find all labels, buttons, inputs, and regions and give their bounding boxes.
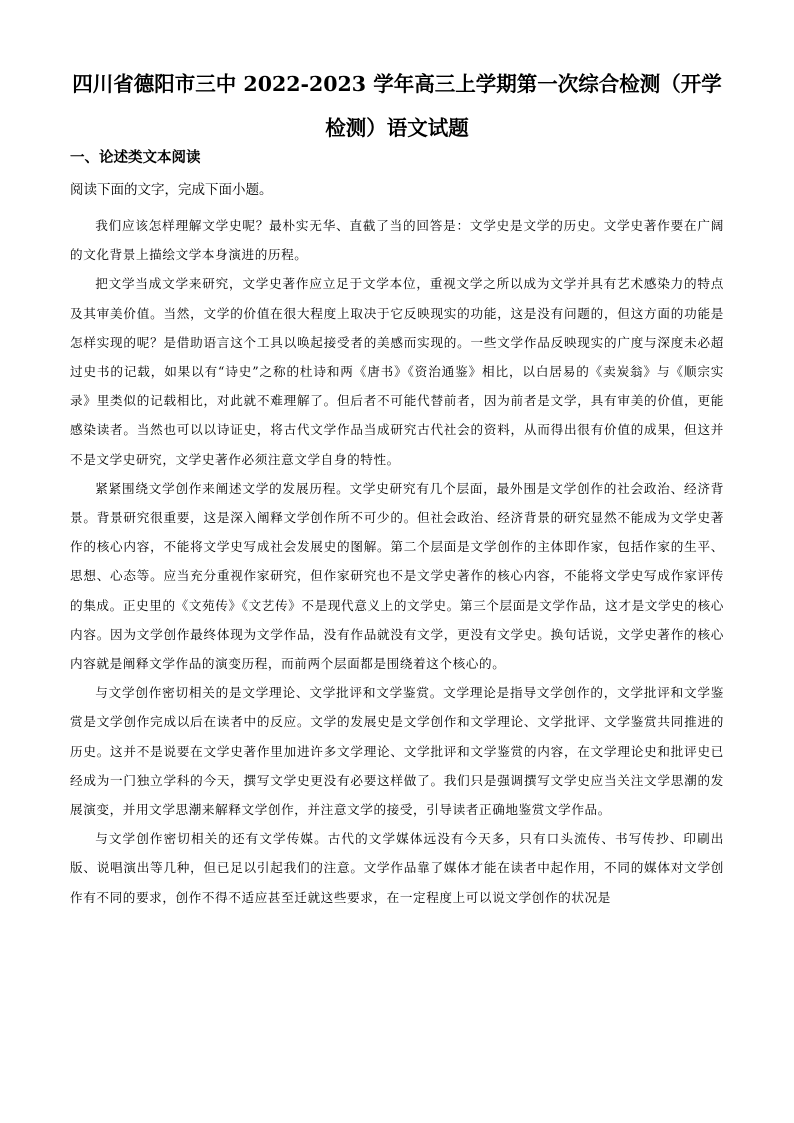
passage-paragraph-5: 与文学创作密切相关的还有文学传媒。古代的文学媒体远没有今天多，只有口头流传、书写传抄、印刷出版、说唱演出等几种，但已足以引起我们的注意。文学作品靠了媒体才能在读者中起作用，不同的媒体对文学创作有不同的要求，创作不得不适应甚至迁就这些要求，在一定程度上可以说文学创作的状况是 bbox=[70, 831, 724, 905]
passage-paragraph-3: 紧紧围绕文学创作来阐述文学的发展历程。文学史研究有几个层面，最外围是文学创作的社会政治、经济背景。背景研究很重要，这是深入阐释文学创作所不可少的。但社会政治、经济背景的研究显然不能成为文学史著作的核心内容，不能将文学史写成社会发展史的图解。第二个层面是文学创作的主体即作家，包括作家的生平、思想、心态等。应当充分重视作家研究，但作家研究也不是文学史著作的核心内容，不能将文学史写成作家评传的集成。正史里的《文苑传》《文艺传》不是现代意义上的文学史。第三个层面是文学作品，这才是文学史的核心内容。因为文学创作最终体现为文学作品，没有作品就没有文学，更没有文学史。换句话说，文学史著作的核心内容就是阐释文学作品的演变历程，而前两个层面都是围绕着这个核心的。 bbox=[70, 480, 724, 672]
document-title bbox=[60, 62, 734, 150]
title-line-2: 检测）语文试题 bbox=[325, 116, 469, 140]
passage-body bbox=[70, 211, 724, 912]
passage-paragraph-2: 把文学当成文学来研究，文学史著作应立足于文学本位，重视文学之所以成为文学并具有艺术感染力的特点及其审美价值。当然，文学的价值在很大程度上取决于它反映现实的功能，这是没有问题的，但这方面的功能是怎样实现的呢？是借助语言这个工具以唤起接受者的美感而实现的。一些文学作品反映现实的广度与深度未必超过史书的记载，如果以有“诗史”之称的杜诗和两《唐书》《资治通鉴》相比，以白居易的《卖炭翁》与《顺宗实录》里类似的记载相比，对此就不难理解了。但后者不可能代替前者，因为前者是文学，具有审美的价值，更能感染读者。当然也可以以诗证史，将古代文学作品当成研究古代社会的资料，从而得出很有价值的成果，但这并不是文学史研究，文学史著作必须注意文学自身的特性。 bbox=[70, 276, 724, 467]
passage-paragraph-4: 与文学创作密切相关的是文学理论、文学批评和文学鉴赏。文学理论是指导文学创作的，文学批评和文学鉴赏是文学创作完成以后在读者中的反应。文学的发展史是文学创作和文学理论、文学批评、文学鉴赏共同推进的历史。这并不是说要在文学史著作里加进许多文学理论、文学批评和文学鉴赏的内容，在文学理论史和批评史已经成为一门独立学科的今天，撰写文学史更没有必要这样做了。我们只是强调撰写文学史应当关注文学思潮的发展演变，并用文学思潮来解释文学创作，并注意文学的接受，引导读者正确地鉴赏文学作品。 bbox=[70, 685, 724, 818]
title-line-1: 四川省德阳市三中 2022-2023 学年高三上学期第一次综合检测（开学 bbox=[72, 72, 722, 96]
passage-paragraph-1: 我们应该怎样理解文学史呢？最朴实无华、直截了当的回答是：文学史是文学的历史。文学史著作要在广阔的文化背景上描绘文学本身演进的历程。 bbox=[70, 218, 724, 263]
section-heading: 一、论述类文本阅读 bbox=[70, 150, 201, 166]
reading-instruction: 阅读下面的文字，完成下面小题。 bbox=[70, 182, 273, 198]
